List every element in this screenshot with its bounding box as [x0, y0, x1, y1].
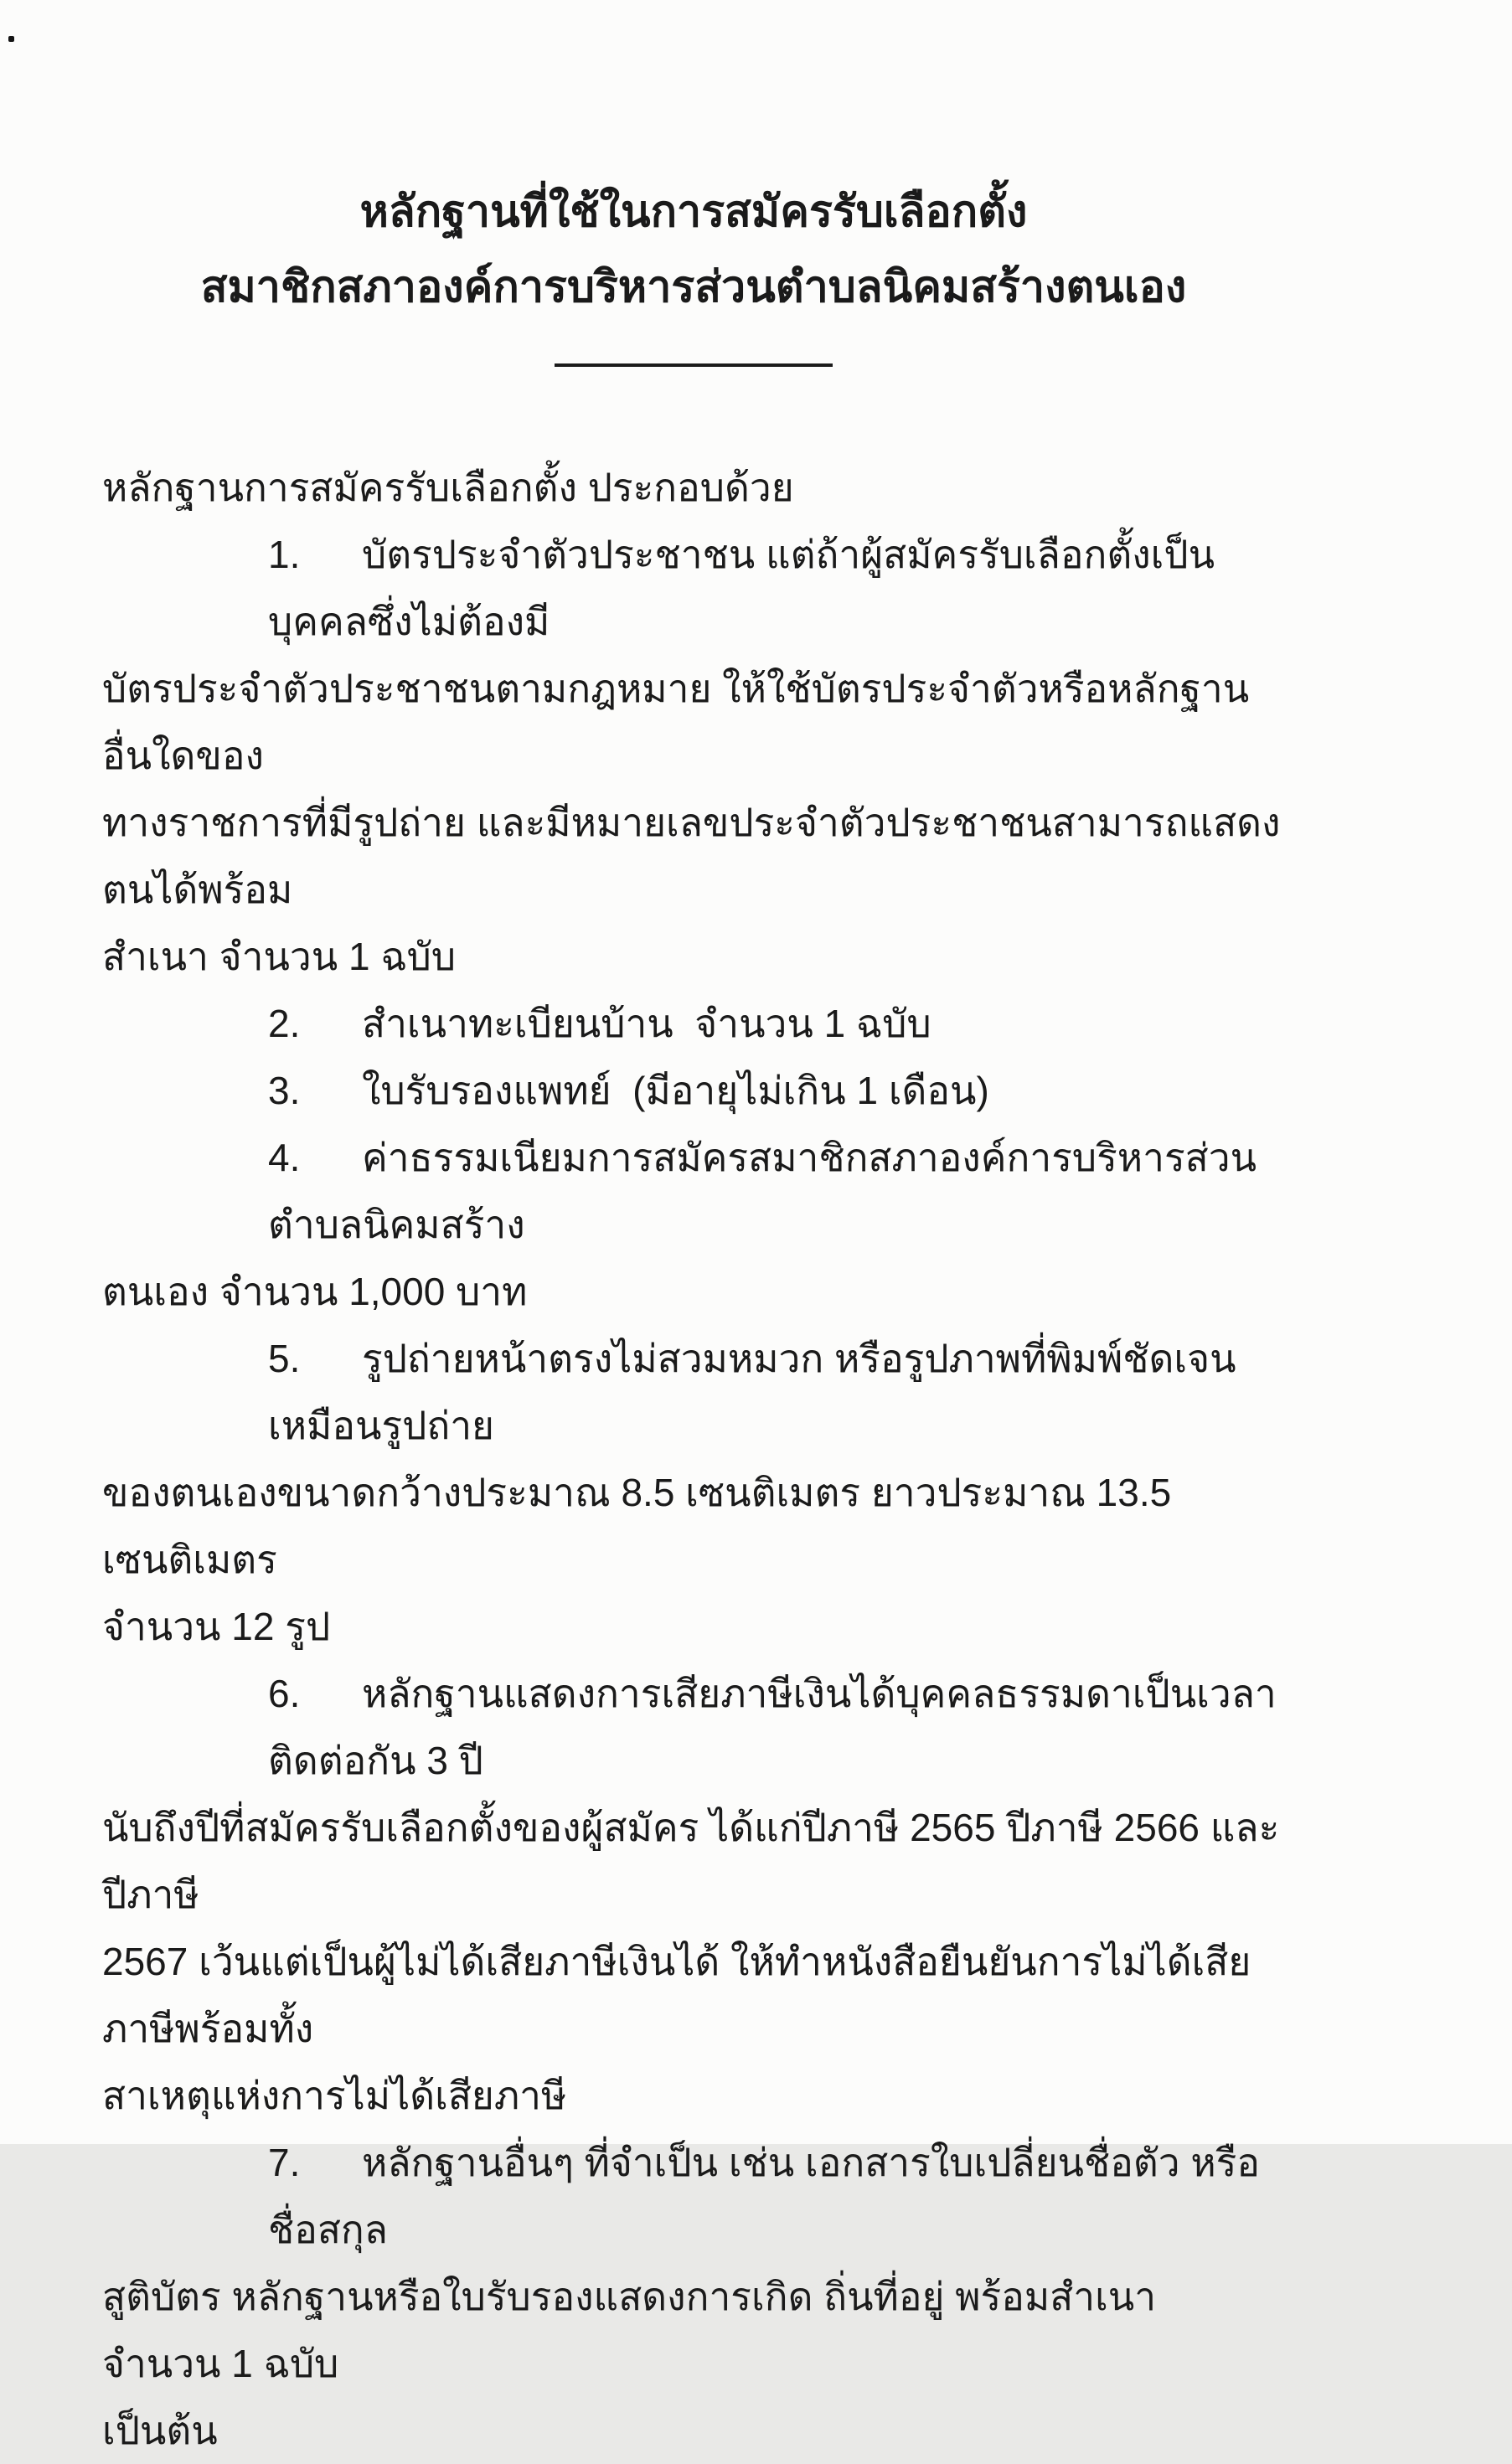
item-text: หลักฐานแสดงการเสียภาษีเงินได้บุคคลธรรมดาเป็นเวลาติดต่อกัน 3 ปี: [268, 1672, 1277, 1782]
item-line: ทางราชการที่มีรูปถ่าย และมีหมายเลขประจำตัวประชาชนสามารถแสดงตนได้พร้อม: [102, 801, 1281, 911]
item-line: ตนเอง จำนวน 1,000 บาท: [102, 1270, 528, 1313]
item-line: [102, 2129, 1285, 2263]
item-line: สูติบัตร หลักฐานหรือใบรับรองแสดงการเกิด ถิ่นที่อยู่ พร้อมสำเนา จำนวน 1 ฉบับ: [102, 2275, 1167, 2385]
item-line: สำเนา จำนวน 1 ฉบับ: [102, 935, 457, 978]
list-item-5: [102, 1325, 1285, 1660]
item-number: 3.: [268, 1069, 301, 1112]
item-number: 4.: [268, 1136, 301, 1179]
item-text: ใบรับรองแพทย์ (มีอายุไม่เกิน 1 เดือน): [362, 1069, 989, 1112]
document-title: [102, 174, 1285, 325]
list-item-2: [102, 990, 1285, 1057]
item-text: รูปถ่ายหน้าตรงไม่สวมหมวก หรือรูปภาพที่พิมพ์ชัดเจนเหมือนรูปถ่าย: [268, 1337, 1236, 1447]
document-title-line2: สมาชิกสภาองค์การบริหารส่วนตำบลนิคมสร้างตนเอง: [200, 263, 1187, 312]
item-line: บัตรประจำตัวประชาชนตามกฎหมาย ให้ใช้บัตรประจำตัวหรือหลักฐานอื่นใดของ: [102, 667, 1250, 777]
item-text: หลักฐานอื่นๆ ที่จำเป็น เช่น เอกสารใบเปลี่ยนชื่อตัว หรือชื่อสกุล: [268, 2141, 1260, 2251]
item-line: เป็นต้น: [102, 2409, 218, 2452]
item-line: นับถึงปีที่สมัครรับเลือกตั้งของผู้สมัคร ได้แก่ปีภาษี 2565 ปีภาษี 2566 และปีภาษี: [102, 1806, 1280, 1916]
item-line: [102, 521, 1285, 655]
scan-artifact-dot: [8, 36, 14, 42]
divider-rule: [555, 363, 833, 367]
item-line: จำนวน 12 รูป: [102, 1605, 331, 1648]
item-text: บัตรประจำตัวประชาชน แต่ถ้าผู้สมัครรับเลือกตั้งเป็นบุคคลซึ่งไม่ต้องมี: [268, 533, 1215, 643]
list-item-7: [102, 2129, 1285, 2464]
item-text: สำเนาทะเบียนบ้าน จำนวน 1 ฉบับ: [362, 1002, 931, 1045]
document-body: [102, 454, 1285, 2464]
item-number: 2.: [268, 1002, 301, 1045]
item-line: [102, 1325, 1285, 1459]
item-number: 7.: [268, 2141, 301, 2184]
item-line: 2567 เว้นแต่เป็นผู้ไม่ได้เสียภาษีเงินได้ ให้ทำหนังสือยืนยันการไม่ได้เสียภาษีพร้อมทั้ง: [102, 1940, 1251, 2050]
item-number: 6.: [268, 1672, 301, 1715]
list-item-3: [102, 1057, 1285, 1124]
item-text: ค่าธรรมเนียมการสมัครสมาชิกสภาองค์การบริหารส่วนตำบลนิคมสร้าง: [268, 1136, 1257, 1246]
item-line: [102, 1660, 1285, 1794]
intro-line: หลักฐานการสมัครรับเลือกตั้ง ประกอบด้วย: [102, 466, 794, 509]
item-line: [102, 990, 1285, 1057]
item-line: ของตนเองขนาดกว้างประมาณ 8.5 เซนติเมตร ยาวประมาณ 13.5 เซนติเมตร: [102, 1471, 1182, 1581]
list-item-4: [102, 1124, 1285, 1325]
document-content: [102, 174, 1285, 2464]
item-line: [102, 1124, 1285, 1258]
item-number: 5.: [268, 1337, 301, 1380]
document-title-line1: หลักฐานที่ใช้ในการสมัครรับเลือกตั้ง: [359, 188, 1028, 236]
item-line: [102, 1057, 1285, 1124]
list-item-6: [102, 1660, 1285, 2129]
list-item-1: [102, 521, 1285, 990]
item-line: สาเหตุแห่งการไม่ได้เสียภาษี: [102, 2074, 567, 2117]
item-number: 1.: [268, 533, 301, 576]
